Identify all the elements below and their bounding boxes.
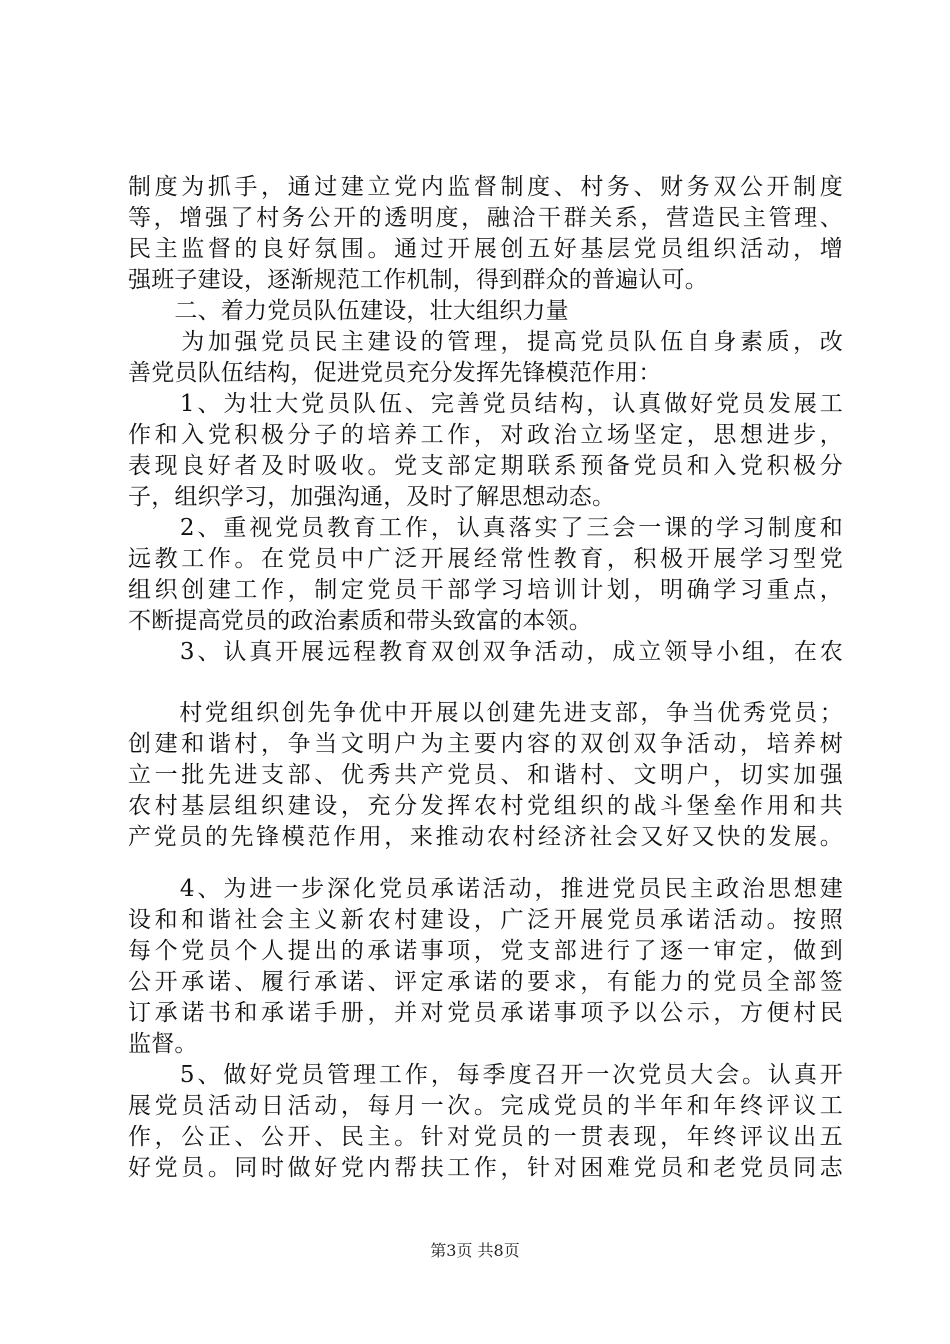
- text-line: 5、做好党员管理工作，每季度召开一次党员大会。认真开: [128, 1062, 843, 1088]
- text-line: 展党员活动日活动，每月一次。完成党员的半年和年终评议工: [128, 1093, 843, 1119]
- page-number-footer: 第3页 共8页: [430, 1241, 520, 1260]
- text-line: 订承诺书和承诺手册，并对党员承诺事项予以公示，方便村民: [128, 1000, 843, 1026]
- text-line: 公开承诺、履行承诺、评定承诺的要求，有能力的党员全部签: [128, 969, 843, 995]
- body-text-block-1: [128, 172, 843, 668]
- text-line: 立一批先进支部、优秀共产党员、和谐村、文明户，切实加强: [128, 762, 843, 788]
- text-line: 表现良好者及时吸收。党支部定期联系预备党员和入党积极分: [128, 453, 843, 479]
- text-line: 为加强党员民主建设的管理，提高党员队伍自身素质，改: [128, 329, 843, 355]
- text-line: 不断提高党员的政治素质和带头致富的本领。: [128, 608, 592, 634]
- text-line: 2、重视党员教育工作，认真落实了三会一课的学习制度和: [128, 515, 843, 541]
- text-line: 创建和谐村，争当文明户为主要内容的双创双争活动，培养树: [128, 731, 843, 757]
- body-text-block-2: [128, 698, 843, 853]
- text-line: 产党员的先锋模范作用，来推动农村经济社会又好又快的发展。: [128, 824, 843, 850]
- text-line: 好党员。同时做好党内帮扶工作，针对困难党员和老党员同志: [128, 1155, 843, 1181]
- body-text-block-3: [128, 874, 843, 1184]
- section-heading: 二、着力党员队伍建设，壮大组织力量: [128, 298, 569, 324]
- text-line: 作和入党积极分子的培养工作，对政治立场坚定，思想进步，: [128, 422, 843, 448]
- text-line: 民主监督的良好氛围。通过开展创五好基层党员组织活动，增: [128, 236, 843, 262]
- text-line: 作，公正、公开、民主。针对党员的一贯表现，年终评议出五: [128, 1124, 843, 1150]
- text-line: 4、为进一步深化党员承诺活动，推进党员民主政治思想建: [128, 876, 843, 902]
- text-line: 监督。: [128, 1031, 198, 1057]
- text-line: 远教工作。在党员中广泛开展经常性教育，积极开展学习型党: [128, 546, 843, 572]
- text-line: 农村基层组织建设，充分发挥农村党组织的战斗堡垒作用和共: [128, 793, 843, 819]
- text-line: 1、为壮大党员队伍、完善党员结构，认真做好党员发展工: [128, 391, 843, 417]
- text-line: 强班子建设，逐渐规范工作机制，得到群众的普遍认可。: [128, 267, 708, 293]
- text-line: 3、认真开展远程教育双创双争活动，成立领导小组，在农: [128, 639, 843, 665]
- text-line: 等，增强了村务公开的透明度，融洽干群关系，营造民主管理、: [128, 205, 843, 231]
- text-line: 设和和谐社会主义新农村建设，广泛开展党员承诺活动。按照: [128, 907, 843, 933]
- text-line: 子，组织学习，加强沟通，及时了解思想动态。: [128, 484, 616, 510]
- text-line: 每个党员个人提出的承诺事项，党支部进行了逐一审定，做到: [128, 938, 843, 964]
- text-line: 制度为抓手，通过建立党内监督制度、村务、财务双公开制度: [128, 174, 843, 200]
- text-line: 善党员队伍结构，促进党员充分发挥先锋模范作用：: [128, 360, 662, 386]
- text-line: 组织创建工作，制定党员干部学习培训计划，明确学习重点，: [128, 577, 843, 603]
- text-line: 村党组织创先争优中开展以创建先进支部，争当优秀党员；: [128, 700, 843, 726]
